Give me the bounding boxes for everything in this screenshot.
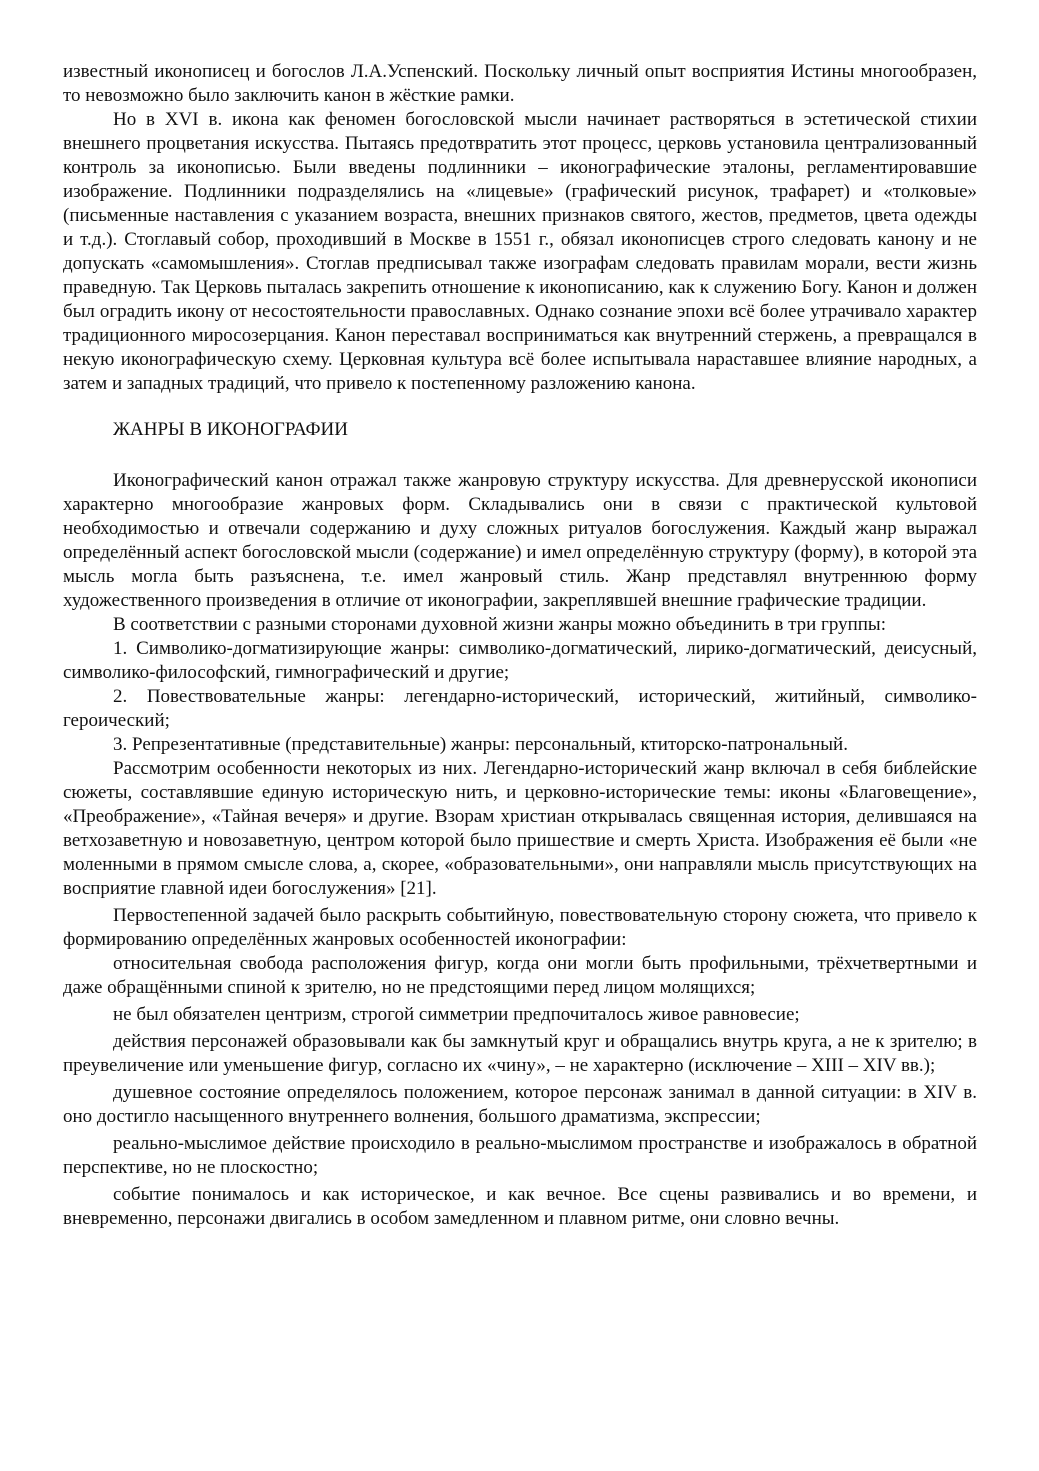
- feature-item: реально-мыслимое действие происходило в реально-мыслимом пространстве и изображалось в обратной перспективе, но не плоскостно;: [63, 1133, 977, 1178]
- paragraph: В соответствии с разными сторонами духовной жизни жанры можно объединить в три группы:: [113, 614, 886, 635]
- document-page: [63, 60, 977, 1231]
- paragraph: Первостепенной задачей было раскрыть событийную, повествовательную сторону сюжета, что привело к формированию определённых жанровых особенностей иконографии:: [63, 905, 977, 950]
- paragraph: Но в XVI в. икона как феномен богословской мысли начинает растворяться в эстетической стихии внешнего процветания искусства. Пытаясь предотвратить этот процесс, церковь установила централизованный контроль за иконописью. Были введены подлинники – иконографические эталоны, регламентировавшие изображение. Подлинники подразделялись на «лицевые» (графический рисунок, трафарет) и «толковые» (письменные наставления с указанием возраста, внешних признаков святого, жестов, предметов, цвета одежды и т.д.). Стоглавый собор, проходивший в Москве в 1551 г., обязал иконописцев строго следовать канону и не допускать «самомышления». Стоглав предписывал также изографам следовать правилам морали, вести жизнь праведную. Так Церковь пыталась закрепить отношение к иконописанию, как к служению Богу. Канон и должен был оградить икону от несостоятельности православных. Однако сознание эпохи всё более утрачивало характер традиционного миросозерцания. Канон переставал восприниматься как внутренний стержень, а превращался в некую иконографическую схему. Церковная культура всё более испытывала нараставшее влияние народных, а затем и западных традиций, что привело к постепенному разложению канона.: [63, 109, 977, 394]
- section-heading: ЖАНРЫ В ИКОНОГРАФИИ: [113, 419, 348, 440]
- paragraph: Иконографический канон отражал также жанровую структуру искусства. Для древнерусской иконописи характерно многообразие жанровых форм. Складывались они в связи с практической культовой необходимостью и отвечали содержанию и духу сложных ритуалов богослужения. Каждый жанр выражал определённый аспект богословской мысли (содержание) и имел определённую структуру (форму), в которой эта мысль могла быть разъяснена, т.е. имел жанровый стиль. Жанр представлял внутреннюю форму художественного произведения в отличие от иконографии, закреплявшей внешние графические традиции.: [63, 470, 977, 611]
- feature-item: событие понималось и как историческое, и как вечное. Все сцены развивались и во времени, и вневременно, персонажи двигались в особом замедленном и плавном ритме, они словно вечны.: [63, 1184, 977, 1229]
- list-item: 1. Символико-догматизирующие жанры: символико-догматический, лирико-догматический, деисусный, символико-философский, гимнографический и другие;: [63, 638, 977, 683]
- feature-item: душевное состояние определялось положением, которое персонаж занимал в данной ситуации: в XIV в. оно достигло насыщенного внутреннего волнения, большого драматизма, экспрессии;: [63, 1082, 977, 1127]
- feature-item: относительная свобода расположения фигур, когда они могли быть профильными, трёхчетвертными и даже обращёнными спиной к зрителю, но не предстоящими перед лицом молящихся;: [63, 953, 977, 998]
- list-item: 3. Репрезентативные (представительные) жанры: персональный, ктиторско-патрональный.: [113, 734, 848, 755]
- feature-item: не был обязателен центризм, строгой симметрии предпочиталось живое равновесие;: [113, 1004, 800, 1025]
- feature-item: действия персонажей образовывали как бы замкнутый круг и обращались внутрь круга, а не к зрителю; в преувеличение или уменьшение фигур, согласно их «чину», – не характерно (исключение – XIII – XIV вв.);: [63, 1031, 977, 1076]
- paragraph: Рассмотрим особенности некоторых из них. Легендарно-исторический жанр включал в себя библейские сюжеты, составлявшие единую историческую нить, и церковно-исторические темы: иконы «Благовещение», «Преображение», «Тайная вечеря» и другие. Взорам христиан открывалась священная история, делившаяся на ветхозаветную и новозаветную, центром которой было пришествие и смерть Христа. Изображения её были «не моленными в прямом смысле слова, а, скорее, «образовательными», они направляли мысль присутствующих на восприятие главной идеи богослужения» [21].: [63, 758, 977, 899]
- paragraph: известный иконописец и богослов Л.А.Успенский. Поскольку личный опыт восприятия Истины многообразен, то невозможно было заключить канон в жёсткие рамки.: [63, 61, 977, 106]
- list-item: 2. Повествовательные жанры: легендарно-исторический, исторический, житийный, символико-героический;: [63, 686, 977, 731]
